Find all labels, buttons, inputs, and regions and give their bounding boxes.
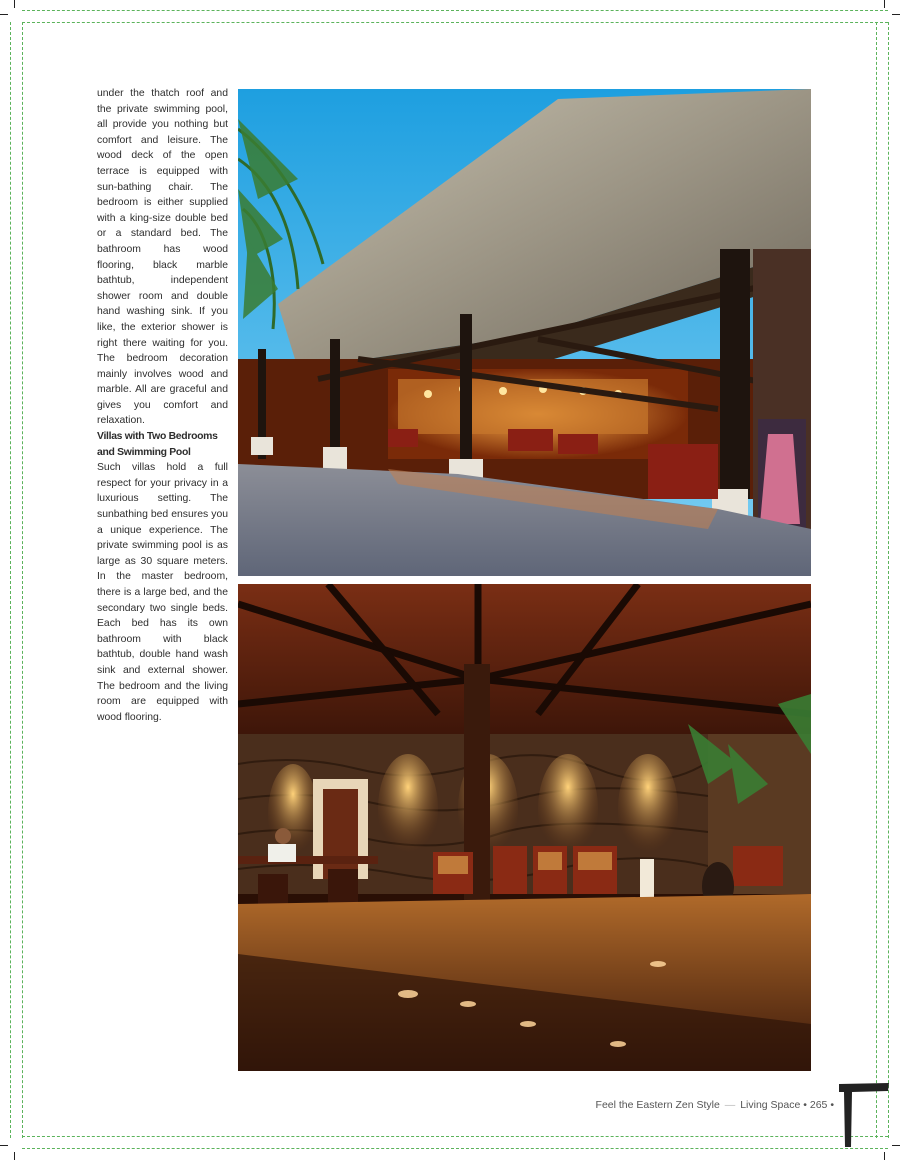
page-border-right-outer: [888, 22, 889, 1138]
footer-bullet-end: •: [830, 1099, 834, 1111]
page-border-left: [22, 22, 23, 1138]
page-border-top-inner: [22, 22, 888, 23]
page-footer: [560, 1099, 834, 1111]
page-border-left-outer: [10, 22, 11, 1138]
footer-separator: —: [724, 1099, 736, 1111]
photo-pavilion-exterior: [238, 89, 811, 576]
photo-lounge-interior: [238, 584, 811, 1071]
page-border-bottom-outer: [22, 1148, 888, 1149]
footer-section: Living Space: [740, 1099, 801, 1111]
body-paragraph-2: Such villas hold a full respect for your privacy in a luxurious setting. The sunbathing bed ensures you a unique experience. The private swimming pool is as large as 30 square meters. In the master bedroom, there is a large bed, and the secondary two single beds. Each bed has its own bathroom with black bathtub, double hand wash sink and external shower. The bedroom and the living room are equipped with wood flooring.: [97, 462, 228, 723]
body-text-column: [97, 86, 228, 725]
subheading: Villas with Two Bedrooms and Swimming Pool: [97, 431, 218, 458]
page-tab-mark-icon: [838, 1082, 890, 1148]
page-number: 265: [809, 1099, 828, 1111]
body-paragraph-1: under the thatch roof and the private swimming pool, all provide you nothing but comfort and leisure. The wood deck of the open terrace is equipped with sun-bathing chair. The bedroom is either supplied with a king-size double bed or a standard bed. The bathroom has wood flooring, black marble bathtub, independent shower room and double hand washing sink. If you like, the exterior shower is right there waiting for you. The bedroom decoration mainly involves wood and marble. All are graceful and gives you comfort and relaxation.: [97, 88, 228, 427]
page-border-bottom: [22, 1136, 888, 1137]
footer-bullet: •: [803, 1099, 807, 1111]
page-border-top: [22, 10, 888, 11]
page-border-right: [876, 22, 877, 1138]
footer-book-title: Feel the Eastern Zen Style: [595, 1099, 720, 1111]
